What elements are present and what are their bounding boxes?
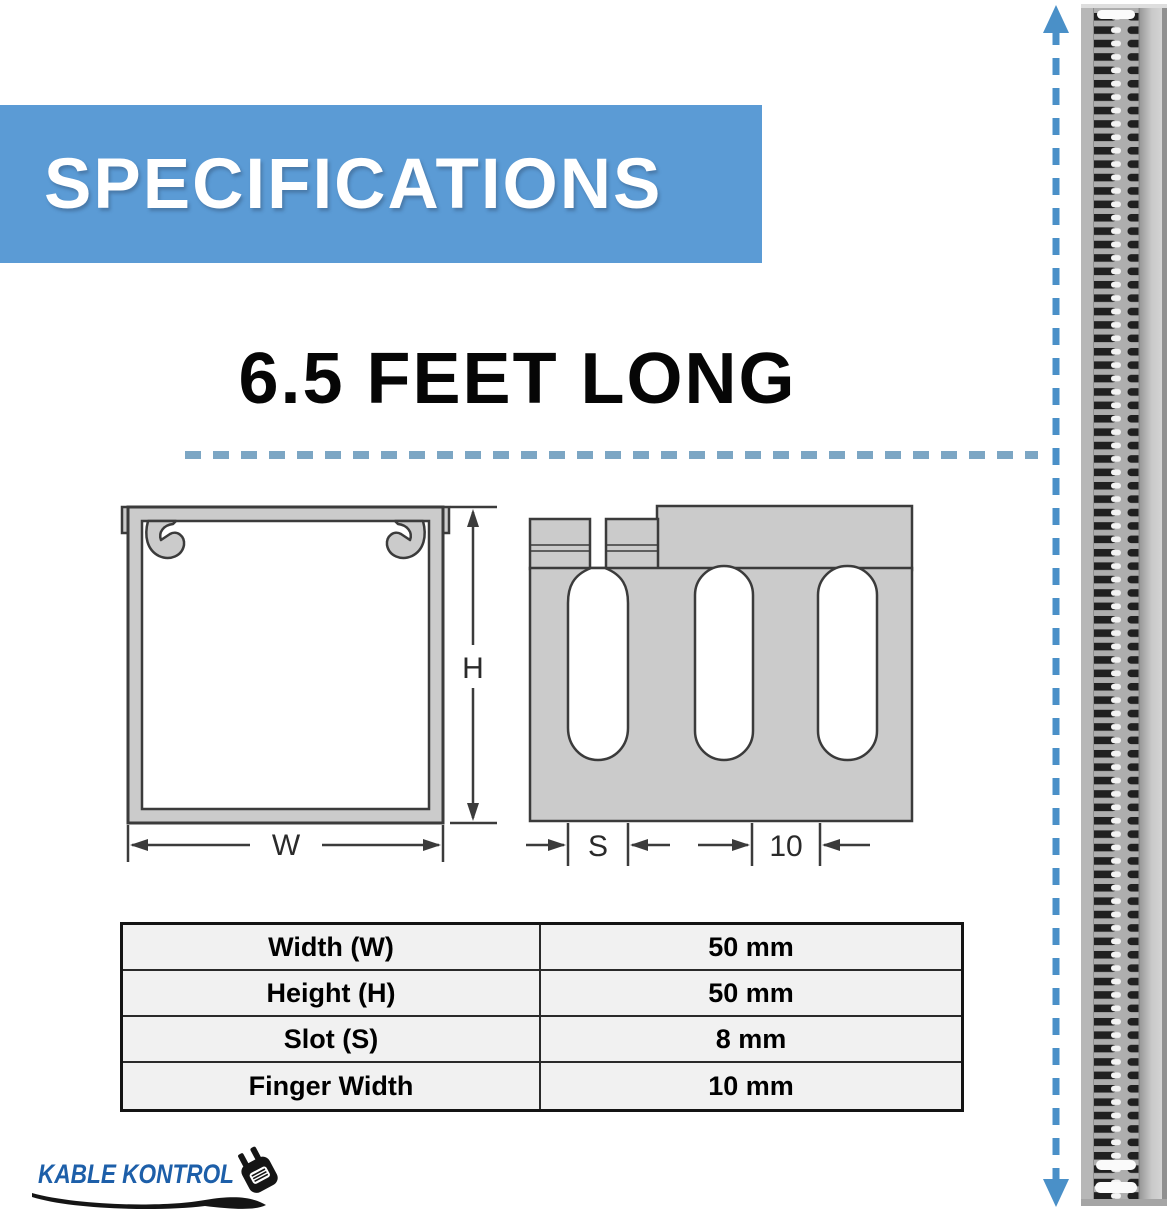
arrow-down-icon <box>1043 1179 1069 1207</box>
specifications-banner <box>0 105 762 263</box>
spec-label: Width (W) <box>123 925 541 969</box>
table-row <box>123 1063 961 1109</box>
spec-label: Slot (S) <box>123 1017 541 1061</box>
width-dimension-label: W <box>271 829 301 862</box>
dashed-divider <box>185 451 1038 459</box>
spec-value: 8 mm <box>715 1023 787 1054</box>
length-arrow <box>1035 0 1080 1212</box>
logo-text: KABLE KONTROL <box>38 1159 234 1189</box>
table-row <box>123 925 961 971</box>
arrow-up-icon <box>1043 5 1069 33</box>
cross-section-drawing <box>122 507 497 862</box>
spec-value: 50 mm <box>708 977 794 1008</box>
spec-table <box>120 922 964 1112</box>
slot-1 <box>568 568 628 760</box>
slot-profile-drawing <box>526 506 912 866</box>
spec-label: Finger Width <box>123 1063 541 1109</box>
length-headline: 6.5 FEET LONG <box>238 339 797 419</box>
technical-drawing <box>110 490 970 885</box>
spec-label: Height (H) <box>123 971 541 1015</box>
table-row <box>123 971 961 1017</box>
slot-dimension-label: S <box>587 830 609 863</box>
table-row <box>123 1017 961 1063</box>
slot-dimension-lines <box>526 823 870 866</box>
finger-dimension-label: 10 <box>769 830 803 863</box>
plug-icon <box>233 1145 281 1196</box>
specifications-title: SPECIFICATIONS <box>44 144 663 224</box>
height-dimension-label: H <box>462 652 484 685</box>
cable-swoosh <box>32 1193 266 1209</box>
kable-kontrol-logo <box>30 1145 290 1212</box>
spec-value: 50 mm <box>708 931 794 962</box>
duct-product-photo <box>1081 4 1167 1206</box>
spec-value: 10 mm <box>708 1070 794 1101</box>
slot-2 <box>695 566 753 760</box>
slot-3 <box>818 566 877 760</box>
